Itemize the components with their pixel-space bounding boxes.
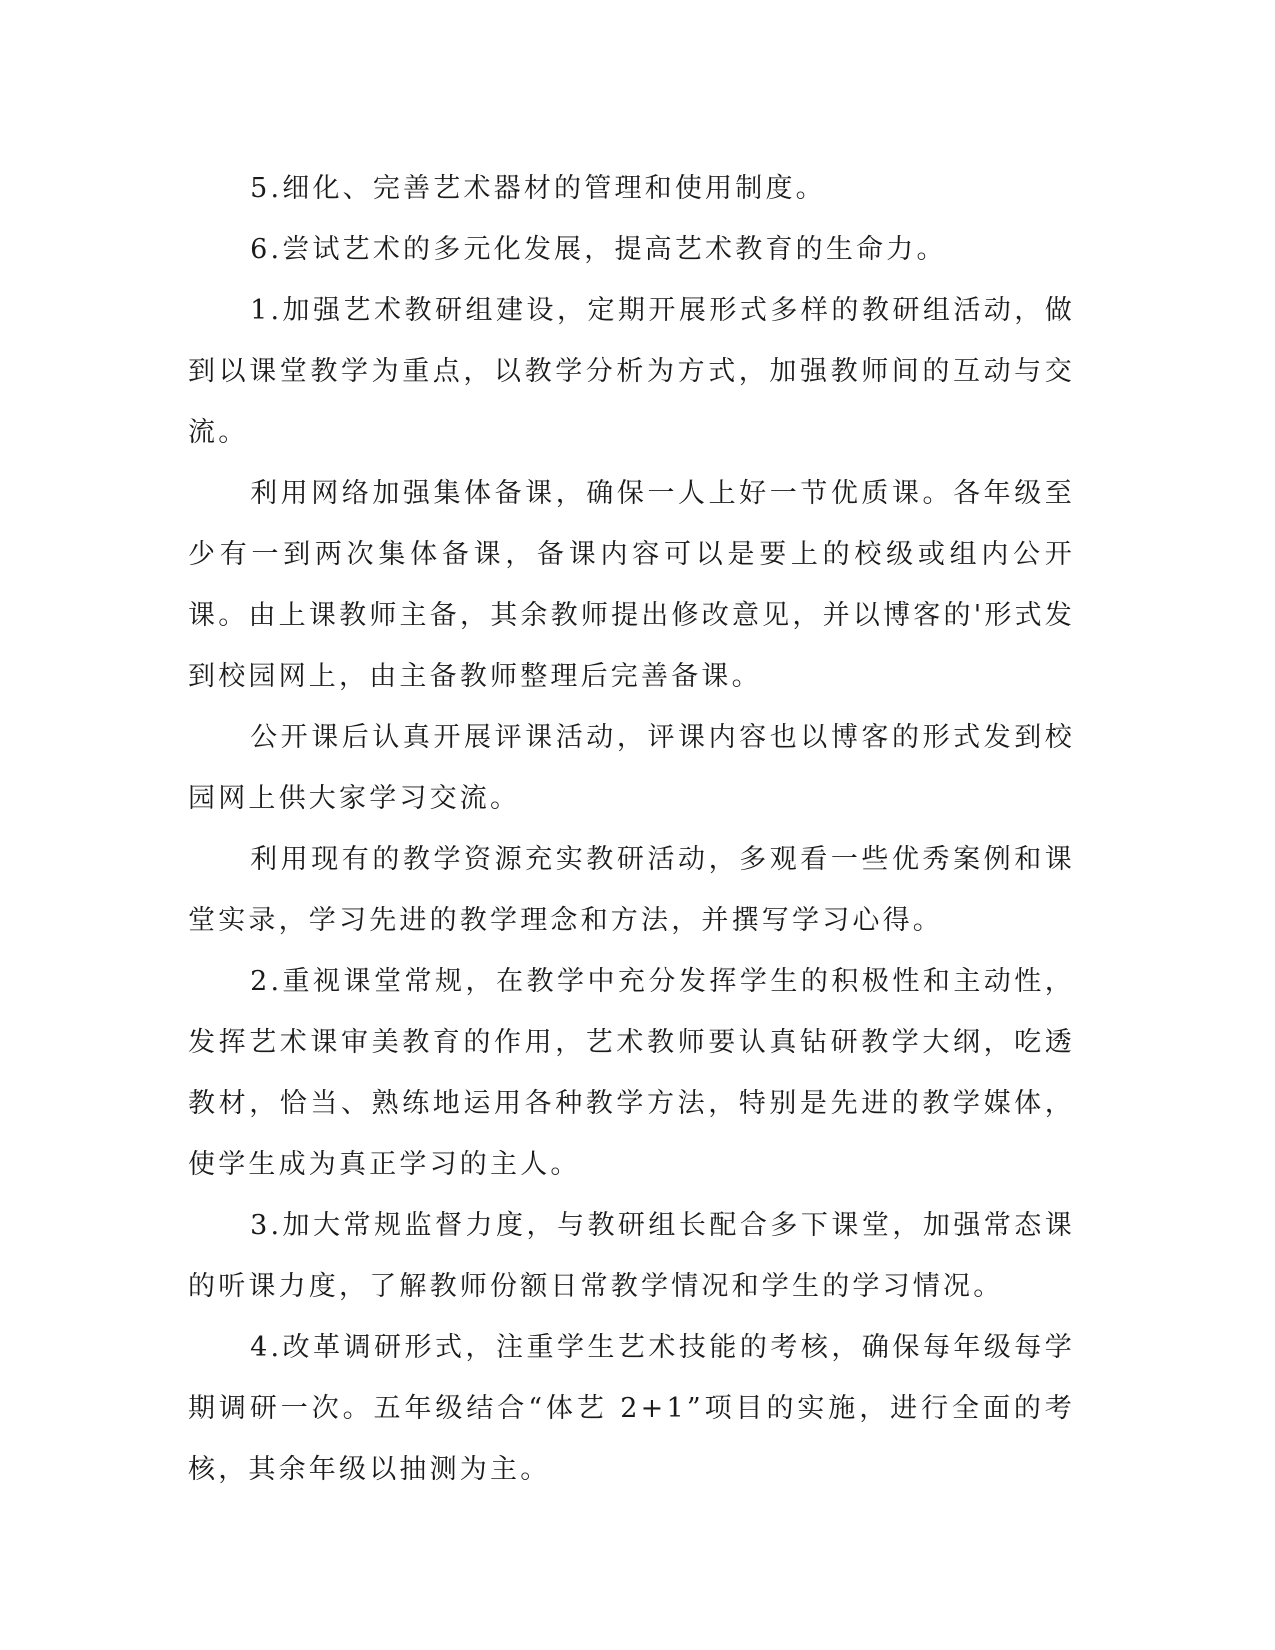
paragraph-teaching-resources: 利用现有的教学资源充实教研活动，多观看一些优秀案例和课堂实录，学习先进的教学理念和方法，并撰写学习心得。 xyxy=(188,844,1075,936)
paragraph-diversified-development: 6.尝试艺术的多元化发展，提高艺术教育的生命力。 xyxy=(250,234,947,265)
document-body xyxy=(188,158,1075,1500)
paragraph-collective-lesson-prep: 利用网络加强集体备课，确保一人上好一节优质课。各年级至少有一到两次集体备课，备课内容可以是要上的校级或组内公开课。由上课教师主备，其余教师提出修改意见，并以博客的'形式发到校园网上，由主备教师整理后完善备课。 xyxy=(188,478,1075,692)
paragraph-classroom-routine: 2.重视课堂常规，在教学中充分发挥学生的积极性和主动性，发挥艺术课审美教育的作用，艺术教师要认真钻研教学大纲，吃透教材，恰当、熟练地运用各种教学方法，特别是先进的教学媒体，使学生成为真正学习的主人。 xyxy=(188,966,1075,1180)
paragraph-open-class-review: 公开课后认真开展评课活动，评课内容也以博客的形式发到校园网上供大家学习交流。 xyxy=(188,722,1075,814)
paragraph-research-reform: 4.改革调研形式，注重学生艺术技能的考核，确保每年级每学期调研一次。五年级结合“体艺 2+1”项目的实施，进行全面的考核，其余年级以抽测为主。 xyxy=(188,1332,1075,1485)
paragraph-supervision: 3.加大常规监督力度，与教研组长配合多下课堂，加强常态课的听课力度，了解教师份额日常教学情况和学生的学习情况。 xyxy=(188,1210,1075,1302)
paragraph-teaching-research-group: 1.加强艺术教研组建设，定期开展形式多样的教研组活动，做到以课堂教学为重点，以教学分析为方式，加强教师间的互动与交流。 xyxy=(188,295,1075,448)
paragraph-equipment-management: 5.细化、完善艺术器材的管理和使用制度。 xyxy=(250,173,826,204)
